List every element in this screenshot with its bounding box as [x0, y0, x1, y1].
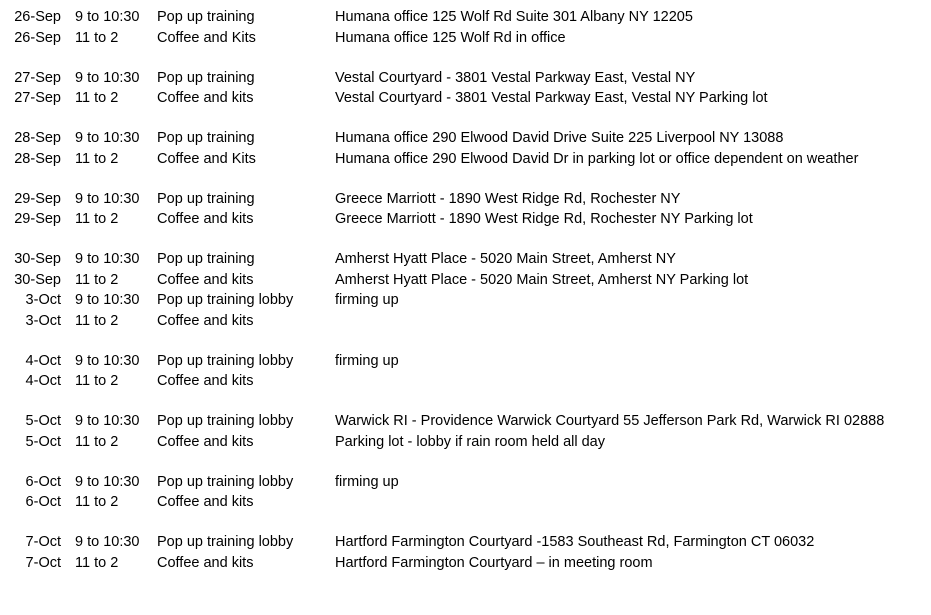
event-cell: Pop up training lobby	[157, 292, 294, 308]
event-cell: Pop up training	[157, 130, 255, 146]
schedule-row	[0, 351, 931, 372]
location-cell: Vestal Courtyard - 3801 Vestal Parkway East, Vestal NY Parking lot	[335, 90, 768, 106]
time-cell: 9 to 10:30	[75, 251, 140, 267]
date-cell: 4-Oct	[25, 352, 61, 369]
location-cell: Vestal Courtyard - 3801 Vestal Parkway East, Vestal NY	[335, 69, 696, 86]
location-cell: Greece Marriott - 1890 West Ridge Rd, Rochester NY	[335, 190, 681, 207]
location-cell: Warwick RI - Providence Warwick Courtyard 55 Jefferson Park Rd, Warwick RI 02888	[335, 413, 885, 429]
schedule-row	[0, 68, 931, 89]
location-cell: Hartford Farmington Courtyard -1583 Southeast Rd, Farmington CT 06032	[335, 534, 815, 550]
schedule-row	[0, 472, 931, 493]
schedule-row	[0, 128, 931, 149]
location-cell: Humana office 125 Wolf Rd Suite 301 Albany NY 12205	[335, 9, 693, 25]
time-cell: 11 to 2	[75, 271, 119, 288]
schedule-row	[0, 249, 931, 270]
event-cell: Coffee and kits	[157, 554, 254, 571]
event-cell: Coffee and kits	[157, 312, 254, 329]
location-cell: Amherst Hyatt Place - 5020 Main Street, Amherst NY	[335, 251, 676, 267]
date-cell: 28-Sep	[14, 130, 61, 146]
time-cell: 9 to 10:30	[75, 9, 140, 25]
date-cell: 26-Sep	[14, 9, 61, 25]
event-cell: Coffee and kits	[157, 90, 254, 106]
schedule-row	[0, 432, 931, 453]
time-cell: 11 to 2	[75, 90, 119, 106]
time-cell: 9 to 10:30	[75, 69, 140, 86]
schedule-row	[0, 553, 931, 574]
schedule-row	[0, 28, 931, 49]
event-cell: Coffee and Kits	[157, 29, 256, 46]
event-cell: Coffee and kits	[157, 373, 254, 389]
time-cell: 11 to 2	[75, 211, 119, 227]
time-cell: 9 to 10:30	[75, 130, 140, 146]
event-cell: Pop up training lobby	[157, 534, 294, 550]
event-cell: Coffee and kits	[157, 211, 254, 227]
schedule-row	[0, 189, 931, 210]
time-cell: 11 to 2	[75, 29, 119, 46]
schedule-row	[0, 371, 931, 392]
time-cell: 11 to 2	[75, 494, 119, 510]
date-cell: 3-Oct	[25, 292, 61, 308]
time-cell: 11 to 2	[75, 554, 119, 571]
date-cell: 5-Oct	[25, 433, 61, 450]
location-cell: firming up	[335, 352, 399, 369]
schedule-sheet	[0, 7, 931, 573]
date-cell: 6-Oct	[25, 494, 61, 510]
location-cell: Amherst Hyatt Place - 5020 Main Street, Amherst NY Parking lot	[335, 271, 749, 288]
time-cell: 9 to 10:30	[75, 534, 140, 550]
location-cell: firming up	[335, 292, 399, 308]
date-cell: 7-Oct	[25, 534, 61, 550]
date-cell: 3-Oct	[25, 312, 61, 329]
location-cell: Humana office 125 Wolf Rd in office	[335, 29, 566, 46]
date-cell: 29-Sep	[14, 211, 61, 227]
event-cell: Coffee and kits	[157, 271, 254, 288]
date-cell: 6-Oct	[25, 473, 61, 490]
location-cell: firming up	[335, 473, 399, 490]
date-cell: 30-Sep	[14, 251, 61, 267]
date-cell: 7-Oct	[25, 554, 61, 571]
schedule-row	[0, 411, 931, 432]
location-cell: Parking lot - lobby if rain room held all day	[335, 433, 605, 450]
event-cell: Coffee and Kits	[157, 150, 256, 167]
event-cell: Pop up training	[157, 9, 255, 25]
time-cell: 9 to 10:30	[75, 473, 140, 490]
time-cell: 11 to 2	[75, 312, 119, 329]
schedule-row	[0, 149, 931, 170]
location-cell: Humana office 290 Elwood David Dr in parking lot or office dependent on weather	[335, 150, 859, 167]
schedule-row	[0, 88, 931, 109]
event-cell: Coffee and kits	[157, 433, 254, 450]
schedule-row	[0, 209, 931, 230]
event-cell: Coffee and kits	[157, 494, 254, 510]
schedule-row	[0, 290, 931, 311]
date-cell: 27-Sep	[14, 69, 61, 86]
event-cell: Pop up training lobby	[157, 352, 294, 369]
event-cell: Pop up training	[157, 190, 255, 207]
schedule-row	[0, 311, 931, 332]
event-cell: Pop up training	[157, 251, 255, 267]
schedule-row	[0, 7, 931, 28]
date-cell: 27-Sep	[14, 90, 61, 106]
event-cell: Pop up training lobby	[157, 413, 294, 429]
date-cell: 28-Sep	[14, 150, 61, 167]
schedule-row	[0, 532, 931, 553]
location-cell: Greece Marriott - 1890 West Ridge Rd, Rochester NY Parking lot	[335, 211, 753, 227]
time-cell: 9 to 10:30	[75, 413, 140, 429]
time-cell: 9 to 10:30	[75, 352, 140, 369]
date-cell: 4-Oct	[25, 373, 61, 389]
schedule-row	[0, 270, 931, 291]
schedule-row	[0, 492, 931, 513]
event-cell: Pop up training	[157, 69, 255, 86]
time-cell: 9 to 10:30	[75, 292, 140, 308]
date-cell: 26-Sep	[14, 29, 61, 46]
date-cell: 30-Sep	[14, 271, 61, 288]
date-cell: 5-Oct	[25, 413, 61, 429]
event-cell: Pop up training lobby	[157, 473, 294, 490]
time-cell: 11 to 2	[75, 150, 119, 167]
time-cell: 9 to 10:30	[75, 190, 140, 207]
time-cell: 11 to 2	[75, 373, 119, 389]
date-cell: 29-Sep	[14, 190, 61, 207]
location-cell: Humana office 290 Elwood David Drive Suite 225 Liverpool NY 13088	[335, 130, 784, 146]
time-cell: 11 to 2	[75, 433, 119, 450]
location-cell: Hartford Farmington Courtyard – in meeting room	[335, 554, 653, 571]
